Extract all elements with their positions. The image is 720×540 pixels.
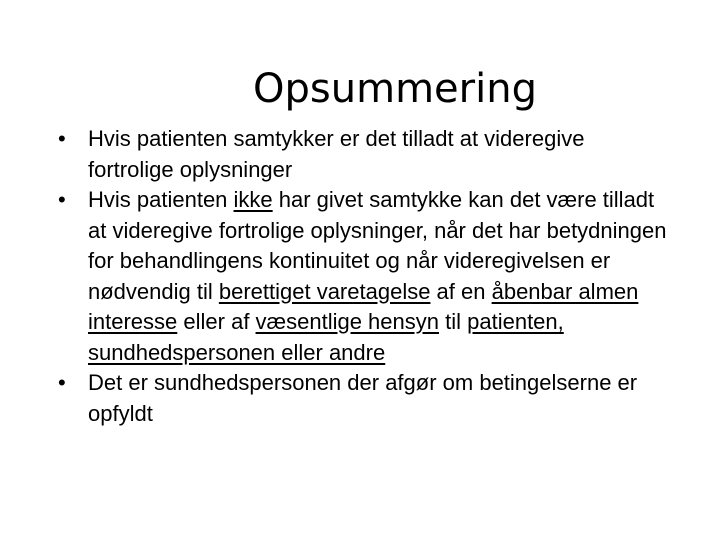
underlined-term-vaesentlige-hensyn: væsentlige hensyn — [255, 309, 439, 334]
bullet-text-part: til — [439, 309, 468, 334]
bullet-list — [58, 124, 668, 429]
bullet-text: Det er sundhedspersonen der afgør om betingelserne er opfyldt — [88, 370, 638, 426]
bullet-marker: • — [58, 187, 66, 212]
bullet-text-part: har givet samtykke kan det være tilladt at videregive fortrolige oplysninger, når det har betydningen for behandlingens kontinuitet og når videregivelsen er nødvendig til — [88, 187, 667, 304]
underlined-term-ikke: ikke — [233, 187, 273, 212]
underlined-term-patienten: patienten, sundhedspersonen eller andre — [88, 309, 564, 365]
slide-title: Opsummering — [253, 65, 537, 112]
bullet-text-part: af en — [430, 278, 492, 304]
underlined-term-berettiget-varetagelse: berettiget varetagelse — [218, 278, 431, 304]
bullet-marker: • — [58, 126, 66, 151]
bullet-item-decision — [58, 368, 668, 429]
bullet-text-part: Hvis patienten — [88, 187, 234, 212]
bullet-item-consent — [58, 124, 668, 185]
bullet-text: Hvis patienten samtykker er det tilladt at videregive fortrolige oplysninger — [88, 126, 585, 182]
underlined-term-almen-interesse: åbenbar almen interesse — [88, 278, 639, 334]
bullet-marker: • — [58, 370, 66, 395]
bullet-item-no-consent — [58, 185, 668, 368]
bullet-text-part: eller af — [177, 309, 256, 334]
